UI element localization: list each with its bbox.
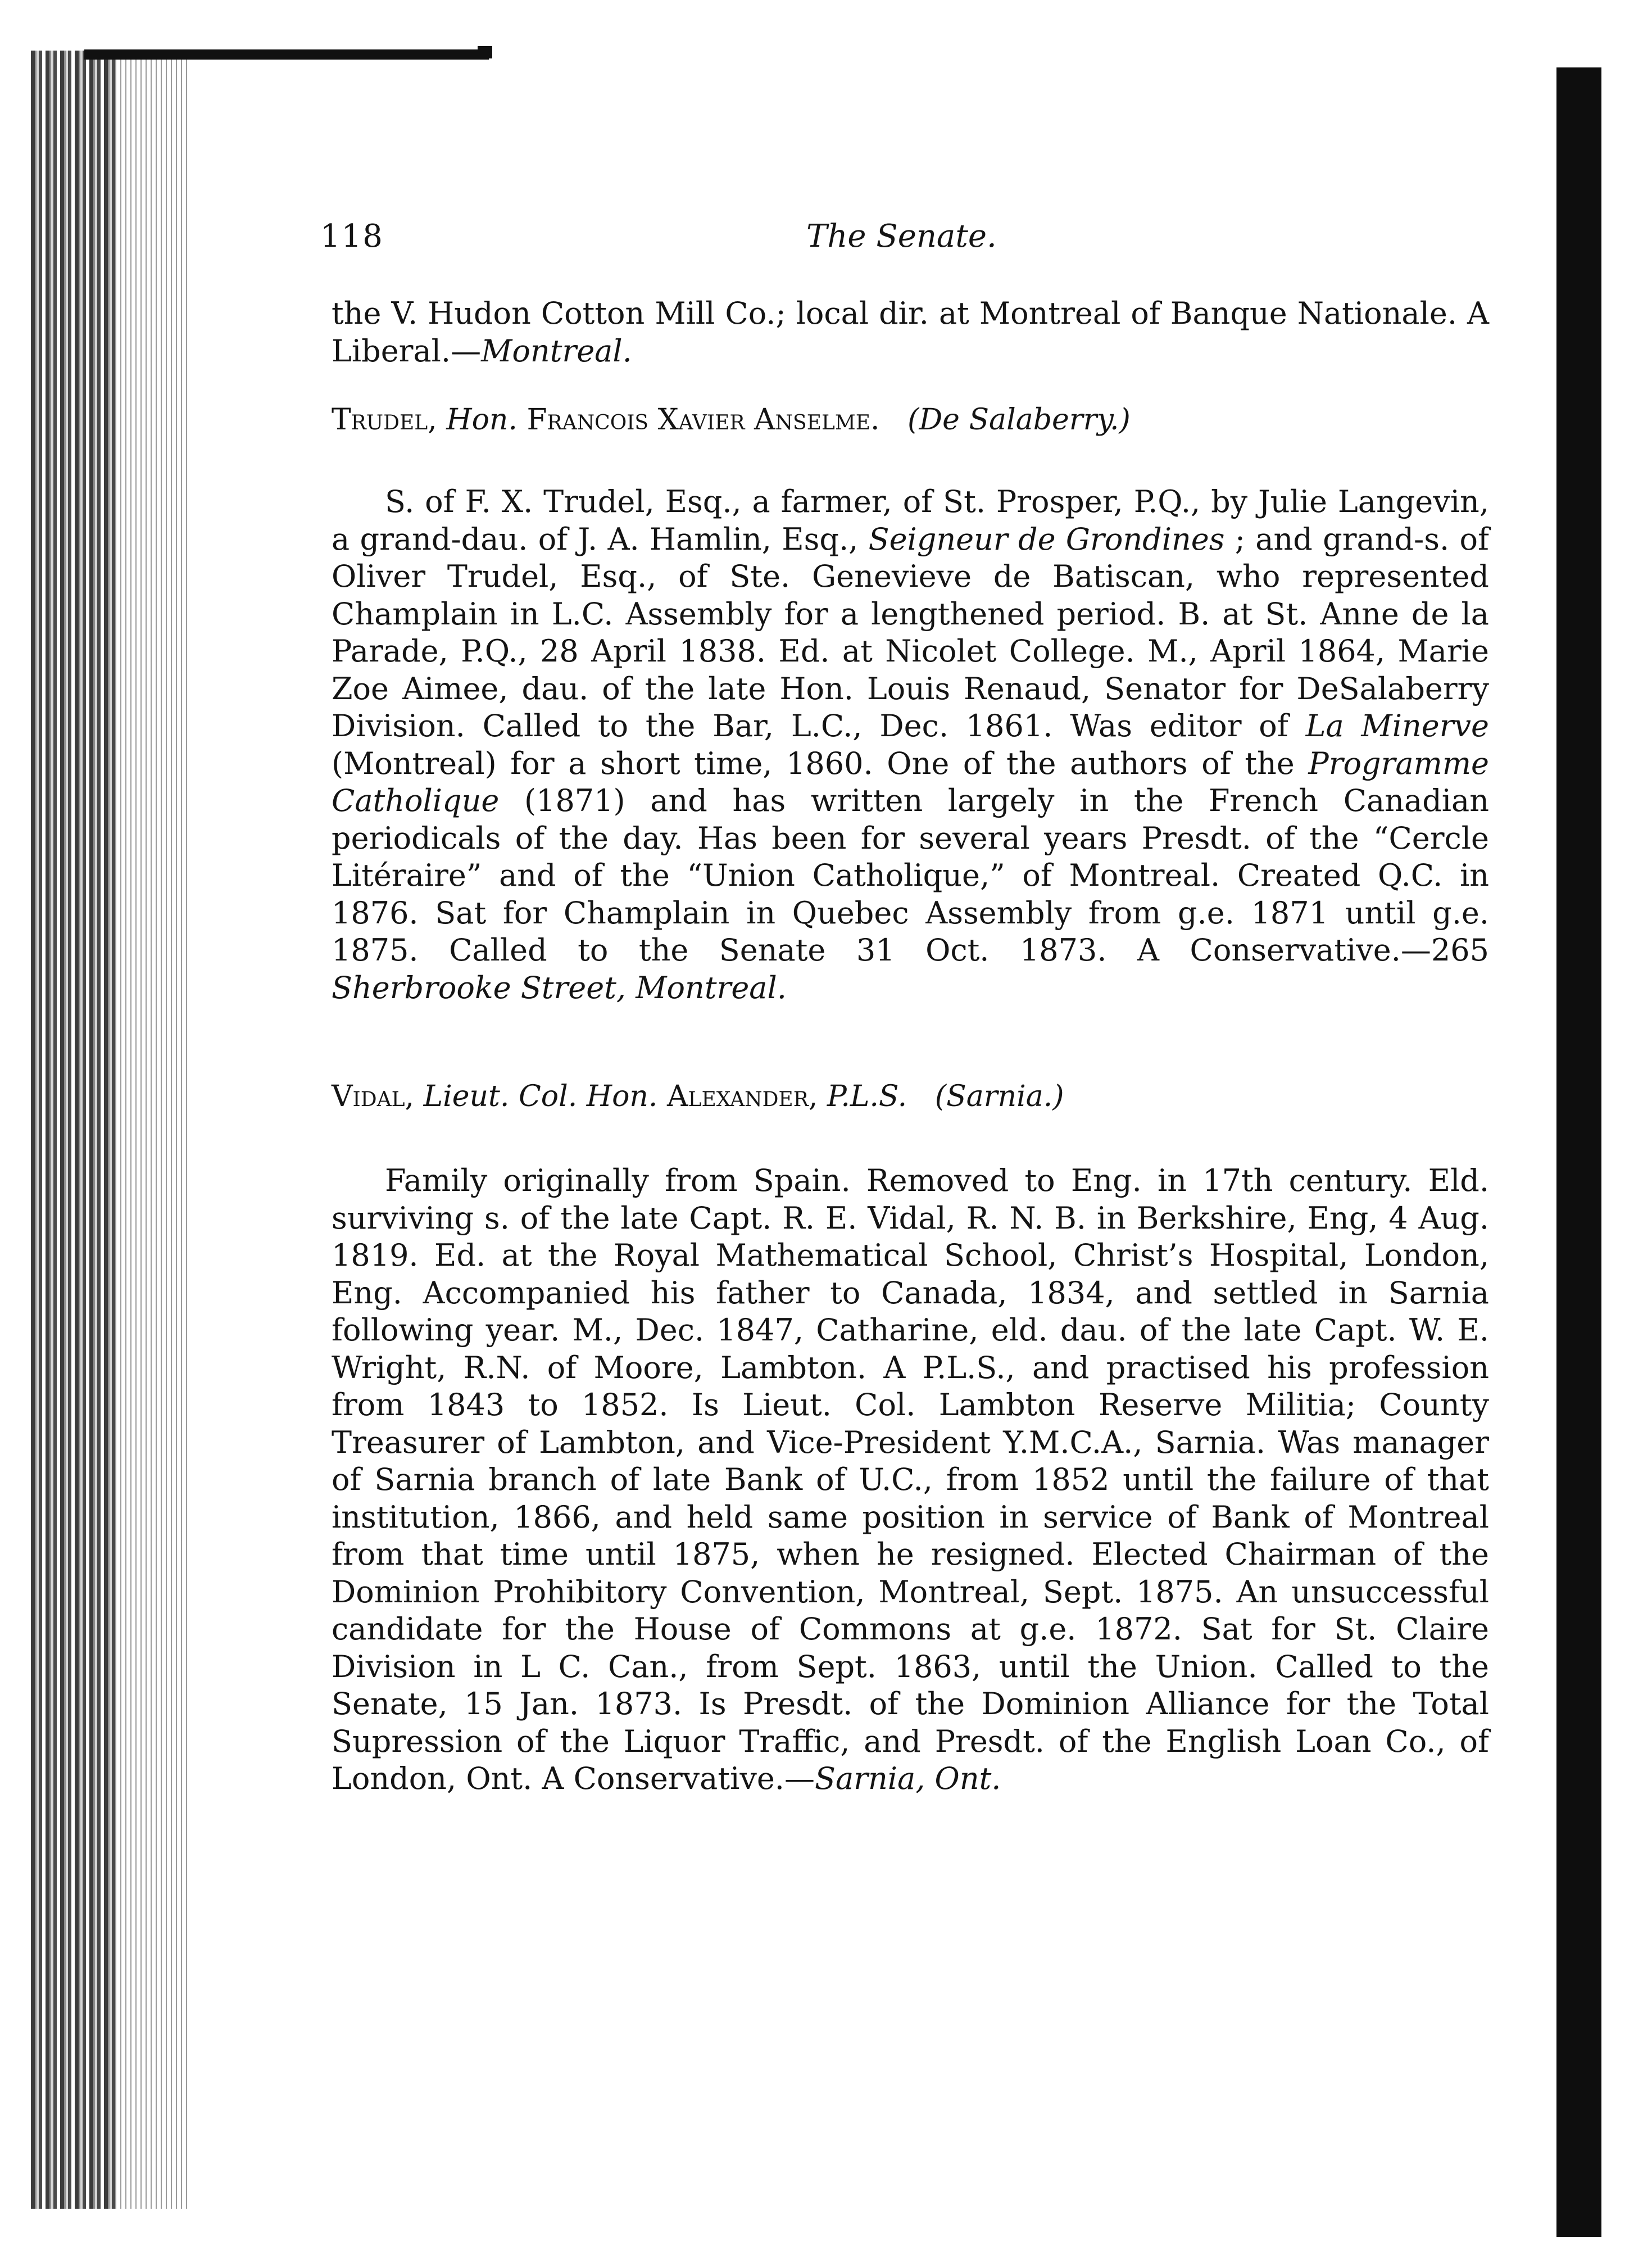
bio-text: S. of F. X. Trudel, Esq., a farmer, of St. Prosper, P.Q., by Julie Langevin, a grand-dau. of J. A. Hamlin, Esq., [332, 484, 1489, 557]
biography-paragraph [332, 1162, 1489, 1798]
continuation-address: Montreal. [481, 333, 632, 369]
page-number: 118 [320, 218, 384, 255]
entry-constituency: (Sarnia.) [934, 1080, 1064, 1113]
entry-honorific: Lieut. Col. Hon. [423, 1080, 658, 1113]
entry-heading-trudel [332, 401, 1489, 438]
bio-italic: Sarnia, Ont. [814, 1761, 1001, 1796]
bio-italic: Programme Catholique [332, 745, 1489, 818]
running-title: The Senate. [806, 218, 997, 255]
entry-biography-vidal [332, 1162, 1489, 1798]
bio-text: (1871) and has written largely in the French Canadian periodicals of the day. Has been for several years Presdt. of the “Cercle Litéraire” and of the “Union Catholique,” of Montreal. Created Q.C. in 1876. Sat for Champlain in Quebec Assembly from g.e. 1871 until g.e. 1875. Called to the Senate 31 Oct. 1873. A Conservative.—265 [332, 783, 1489, 968]
bio-italic: La Minerve [1305, 708, 1489, 744]
entry-honorific: Hon. [446, 403, 518, 437]
entry-given-names: Alexander, [666, 1080, 818, 1113]
entry-constituency: (De Salaberry.) [907, 403, 1131, 437]
bio-italic: Sherbrooke Street, Montreal. [332, 969, 787, 1005]
continuation-paragraph [332, 295, 1489, 370]
bio-text: ; and grand-s. of Oliver Trudel, Esq., of Ste. Genevieve de Batiscan, who represented Champlain in L.C. Assembly for a lengthened period. B. at St. Anne de la Parade, P.Q., 28 April 1838. Ed. at Nicolet College. M., April 1864, Marie Zoe Aimee, dau. of the late Hon. Louis Renaud, Senator for DeSalaberry Division. Called to the Bar, L.C., Dec. 1861. Was editor of [332, 521, 1489, 744]
running-head [320, 218, 1483, 269]
entry-surname: Trudel, [332, 403, 437, 437]
biography-paragraph [332, 483, 1489, 1007]
entry-surname: Vidal, [332, 1080, 415, 1113]
continuation-text: the V. Hudon Cotton Mill Co.; local dir. at Montreal of Banque Nationale. A Liberal.— [332, 296, 1489, 369]
bio-text: (Montreal) for a short time, 1860. One of the authors of the [332, 745, 1309, 781]
entry-heading-vidal [332, 1078, 1489, 1115]
entry-given-names: Francois Xavier Anselme. [527, 403, 880, 437]
bio-text: Family originally from Spain. Removed to Eng. in 17th century. Eld. surviving s. of the late Capt. R. E. Vidal, R. N. B. in Berkshire, Eng, 4 Aug. 1819. Ed. at the Royal Mathematical School, Christ’s Hospital, London, Eng. Accompanied his father to Canada, 1834, and settled in Sarnia following year. M., Dec. 1847, Catharine, eld. dau. of the late Capt. W. E. Wright, R.N. of Moore, Lambton. A P.L.S., and practised his profession from 1843 to 1852. Is Lieut. Col. Lambton Reserve Militia; County Treasurer of Lambton, and Vice-President Y.M.C.A., Sarnia. Was manager of Sarnia branch of late Bank of U.C., from 1852 until the failure of that institution, 1866, and held same position in service of Bank of Montreal from that time until 1875, when he resigned. Elected Chairman of the Dominion Prohibitory Convention, Montreal, Sept. 1875. An unsuccessful candidate for the House of Commons at g.e. 1872. Sat for St. Claire Division in L C. Can., from Sept. 1863, until the Union. Called to the Senate, 15 Jan. 1873. Is Presdt. of the Dominion Alliance for the Total Supression of the Liquor Traffic, and Presdt. of the English Loan Co., of London, Ont. A Conservative.— [332, 1163, 1489, 1796]
bio-italic: Seigneur de Grondines [868, 521, 1225, 557]
entry-designation: P.L.S. [827, 1080, 907, 1113]
entry-biography-trudel [332, 483, 1489, 1007]
